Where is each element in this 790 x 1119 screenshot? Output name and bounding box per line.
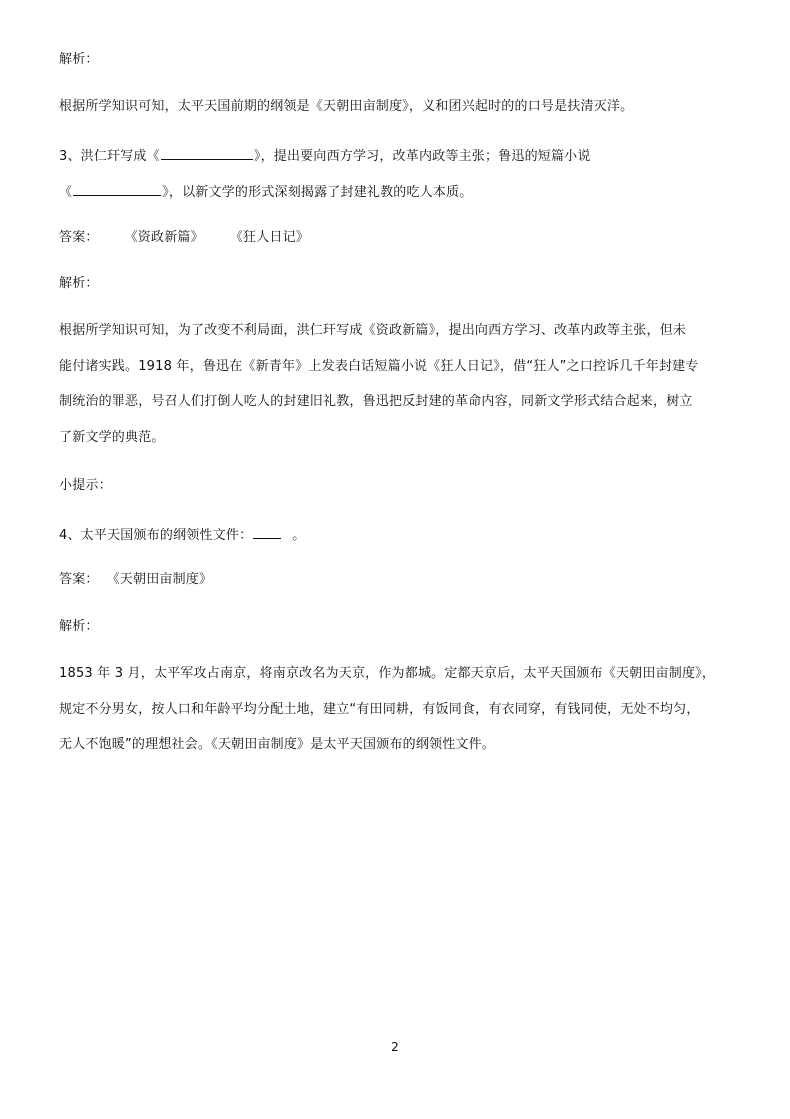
q2-analysis-text: 根据所学知识可知，太平天国前期的纲领是《天朝田亩制度》，义和团兴起时的的口号是扶清灭洋。 — [59, 99, 634, 114]
q4-analysis-label: 解析： — [59, 619, 99, 634]
q3-analysis-line: 根据所学知识可知，为了改变不利局面，洪仁玕写成《资政新篇》，提出向西方学习、改革内政等主张，但未 — [59, 323, 687, 338]
q3-answer-1: 《资政新篇》 — [124, 230, 204, 245]
q3-analysis-label: 解析： — [59, 276, 99, 291]
q3-tip-label: 小提示： — [59, 478, 112, 493]
q3-line1-prefix: 3、洪仁玕写成《 — [59, 149, 160, 164]
q4-answer — [59, 572, 212, 588]
q3-answer — [59, 230, 309, 246]
q4-answer-label: 答案： — [59, 572, 99, 587]
q3-line1-suffix: 》，提出要向西方学习，改革内政等主张；鲁迅的短篇小说 — [253, 149, 591, 164]
q4-question-suffix: 。 — [292, 528, 306, 543]
q3-analysis-line: 了新文学的典范。 — [59, 430, 165, 445]
q3-answer-2: 《狂人日记》 — [229, 230, 310, 245]
page-number: 2 — [391, 1040, 399, 1054]
q4-analysis-line: 1853 年 3 月，太平军攻占南京，将南京改名为天京，作为都城。定都天京后，太平天国颁布《天朝田亩制度》， — [59, 666, 716, 681]
q4-question — [59, 525, 305, 544]
q3-question-line2 — [59, 182, 473, 201]
q3-question-line1 — [59, 146, 591, 165]
q4-question-prefix: 4、太平天国颁布的纲领性文件： — [59, 528, 253, 543]
q3-blank-2 — [73, 182, 161, 196]
q4-answer-text: 《天朝田亩制度》 — [106, 572, 213, 587]
q3-line2-prefix: 《 — [59, 185, 73, 200]
q3-line2-suffix: 》，以新文学的形式深刻揭露了封建礼教的吃人本质。 — [162, 185, 473, 200]
q4-blank — [253, 525, 281, 539]
q4-analysis-line: 无人不饱暖”的理想社会。《天朝田亩制度》是太平天国颁布的纲领性文件。 — [59, 737, 496, 752]
q3-analysis-line: 能付诸实践。1918 年，鲁迅在《新青年》上发表白话短篇小说《狂人日记》，借“狂人”之口控诉几千年封建专 — [59, 359, 699, 374]
q2-analysis-label: 解析： — [59, 52, 99, 67]
q4-analysis-line: 规定不分男女，按人口和年龄平均分配土地，建立“有田同耕，有饭同食，有衣同穿，有钱同使，无处不均匀， — [59, 702, 700, 717]
q3-analysis-line: 制统治的罪恶，号召人们打倒人吃人的封建旧礼教，鲁迅把反封建的革命内容，同新文学形式结合起来，树立 — [59, 394, 693, 409]
q3-answer-label: 答案： — [59, 230, 99, 245]
q3-blank-1 — [161, 146, 253, 160]
